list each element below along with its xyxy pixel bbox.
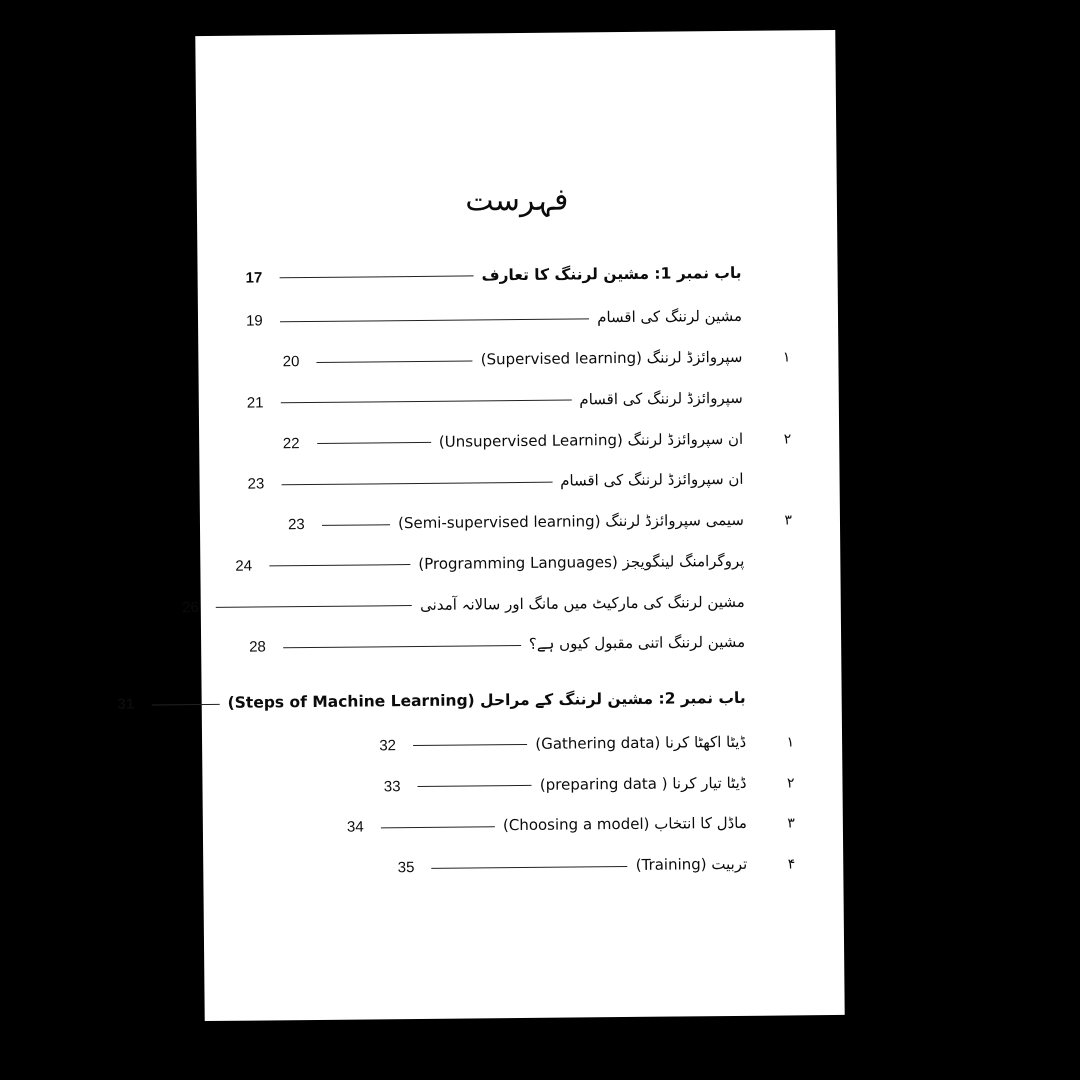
toc-page-number: 28 <box>249 638 266 656</box>
toc-item-index: ۲ <box>783 430 792 447</box>
toc-item-label: ان سپروائزڈ لرننگ (Unsupervised Learning) <box>438 429 744 451</box>
toc-row[interactable] <box>247 427 791 454</box>
toc-page-number: 23 <box>247 475 265 493</box>
page-title: فہرست <box>465 182 569 219</box>
toc-item-label: سیمی سپروائزڈ لرننگ (Semi-supervised learning) <box>397 510 745 533</box>
toc-leader-line <box>411 733 529 750</box>
scanned-page <box>117 30 844 1021</box>
toc-row[interactable] <box>235 550 792 577</box>
toc-item-label: سپروائزڈ لرننگ (Supervised learning) <box>480 347 743 369</box>
toc-item-label: ان سپروائزڈ لرننگ کی اقسام <box>560 470 744 490</box>
toc-chapter-row[interactable] <box>117 687 794 714</box>
toc-leader-line <box>430 854 630 871</box>
toc-page-number: 34 <box>346 818 364 836</box>
toc-leader-line <box>278 264 476 281</box>
toc-row[interactable] <box>248 509 792 536</box>
toc-item-index: ۳ <box>787 815 795 832</box>
toc-leader-line <box>278 307 591 326</box>
page-content <box>117 30 844 1021</box>
toc-page-number: 22 <box>282 434 300 452</box>
toc-page-number: 32 <box>379 736 397 755</box>
toc-row[interactable] <box>250 771 794 798</box>
toc-leader-line <box>279 389 574 407</box>
toc-leader-line <box>416 774 534 791</box>
toc-page-number: 33 <box>383 777 401 795</box>
toc-page-number: 20 <box>282 353 300 371</box>
toc-leader-line <box>315 431 433 448</box>
toc-item-label: باب نمبر 1: مشین لرننگ کا تعارف <box>481 263 742 284</box>
toc-leader-line <box>281 634 523 652</box>
toc-leader-line <box>320 513 392 529</box>
toc-item-index: ۴ <box>787 856 796 873</box>
toc-item-label: ڈیٹا تیار کرنا ( preparing data) <box>539 773 747 794</box>
toc-item-label: تربیت (Training) <box>635 854 748 874</box>
toc-item-label: ڈیٹا اکھٹا کرنا (Gathering data) <box>535 732 747 753</box>
toc-item-label: باب نمبر 2: مشین لرننگ کے مراحل (Steps of Machine Learning) <box>227 688 746 712</box>
toc-item-label: سپروائزڈ لرننگ کی اقسام <box>579 388 743 409</box>
toc-item-label: مشین لرننگ کی اقسام <box>597 307 743 327</box>
toc-row[interactable] <box>246 305 790 332</box>
toc-row[interactable] <box>247 468 791 495</box>
toc-leader-line <box>267 553 412 570</box>
toc-leader-line <box>214 594 414 611</box>
toc-leader-line <box>315 349 475 366</box>
toc-item-label: ماڈل کا انتخاب (Choosing a model) <box>502 814 747 835</box>
toc-item-label: مشین لرننگ کی مارکیٹ میں مانگ اور سالانہ آمدنی <box>420 592 745 614</box>
toc-leader-line <box>279 470 554 488</box>
table-of-contents <box>117 261 796 879</box>
toc-page-number: 31 <box>117 695 135 713</box>
toc-row[interactable] <box>251 853 795 880</box>
toc-row[interactable] <box>247 387 791 414</box>
toc-page-number: 26 <box>182 598 199 616</box>
toc-item-label: پروگرامنگ لینگویجز (Programming Languages) <box>418 551 745 573</box>
toc-page-number: 21 <box>246 394 264 412</box>
toc-row[interactable] <box>249 631 793 658</box>
toc-item-label: مشین لرننگ اتنی مقبول کیوں ہے؟ <box>528 633 746 654</box>
toc-item-index: ۱ <box>786 734 795 751</box>
toc-leader-line <box>150 692 222 708</box>
toc-item-index: ۳ <box>784 512 793 529</box>
toc-item-index: ۱ <box>782 349 791 366</box>
toc-page-number: 35 <box>397 859 415 877</box>
toc-row[interactable] <box>250 731 794 758</box>
toc-leader-line <box>379 815 497 832</box>
toc-page-number: 19 <box>245 312 263 330</box>
toc-row[interactable] <box>182 590 793 617</box>
toc-page-number: 24 <box>235 557 253 575</box>
toc-page-number: 17 <box>245 268 263 287</box>
toc-row[interactable] <box>251 812 795 839</box>
toc-item-index: ۲ <box>786 774 795 791</box>
toc-page-number: 23 <box>287 516 305 534</box>
toc-row[interactable] <box>246 346 790 373</box>
toc-chapter-row[interactable] <box>246 261 790 288</box>
